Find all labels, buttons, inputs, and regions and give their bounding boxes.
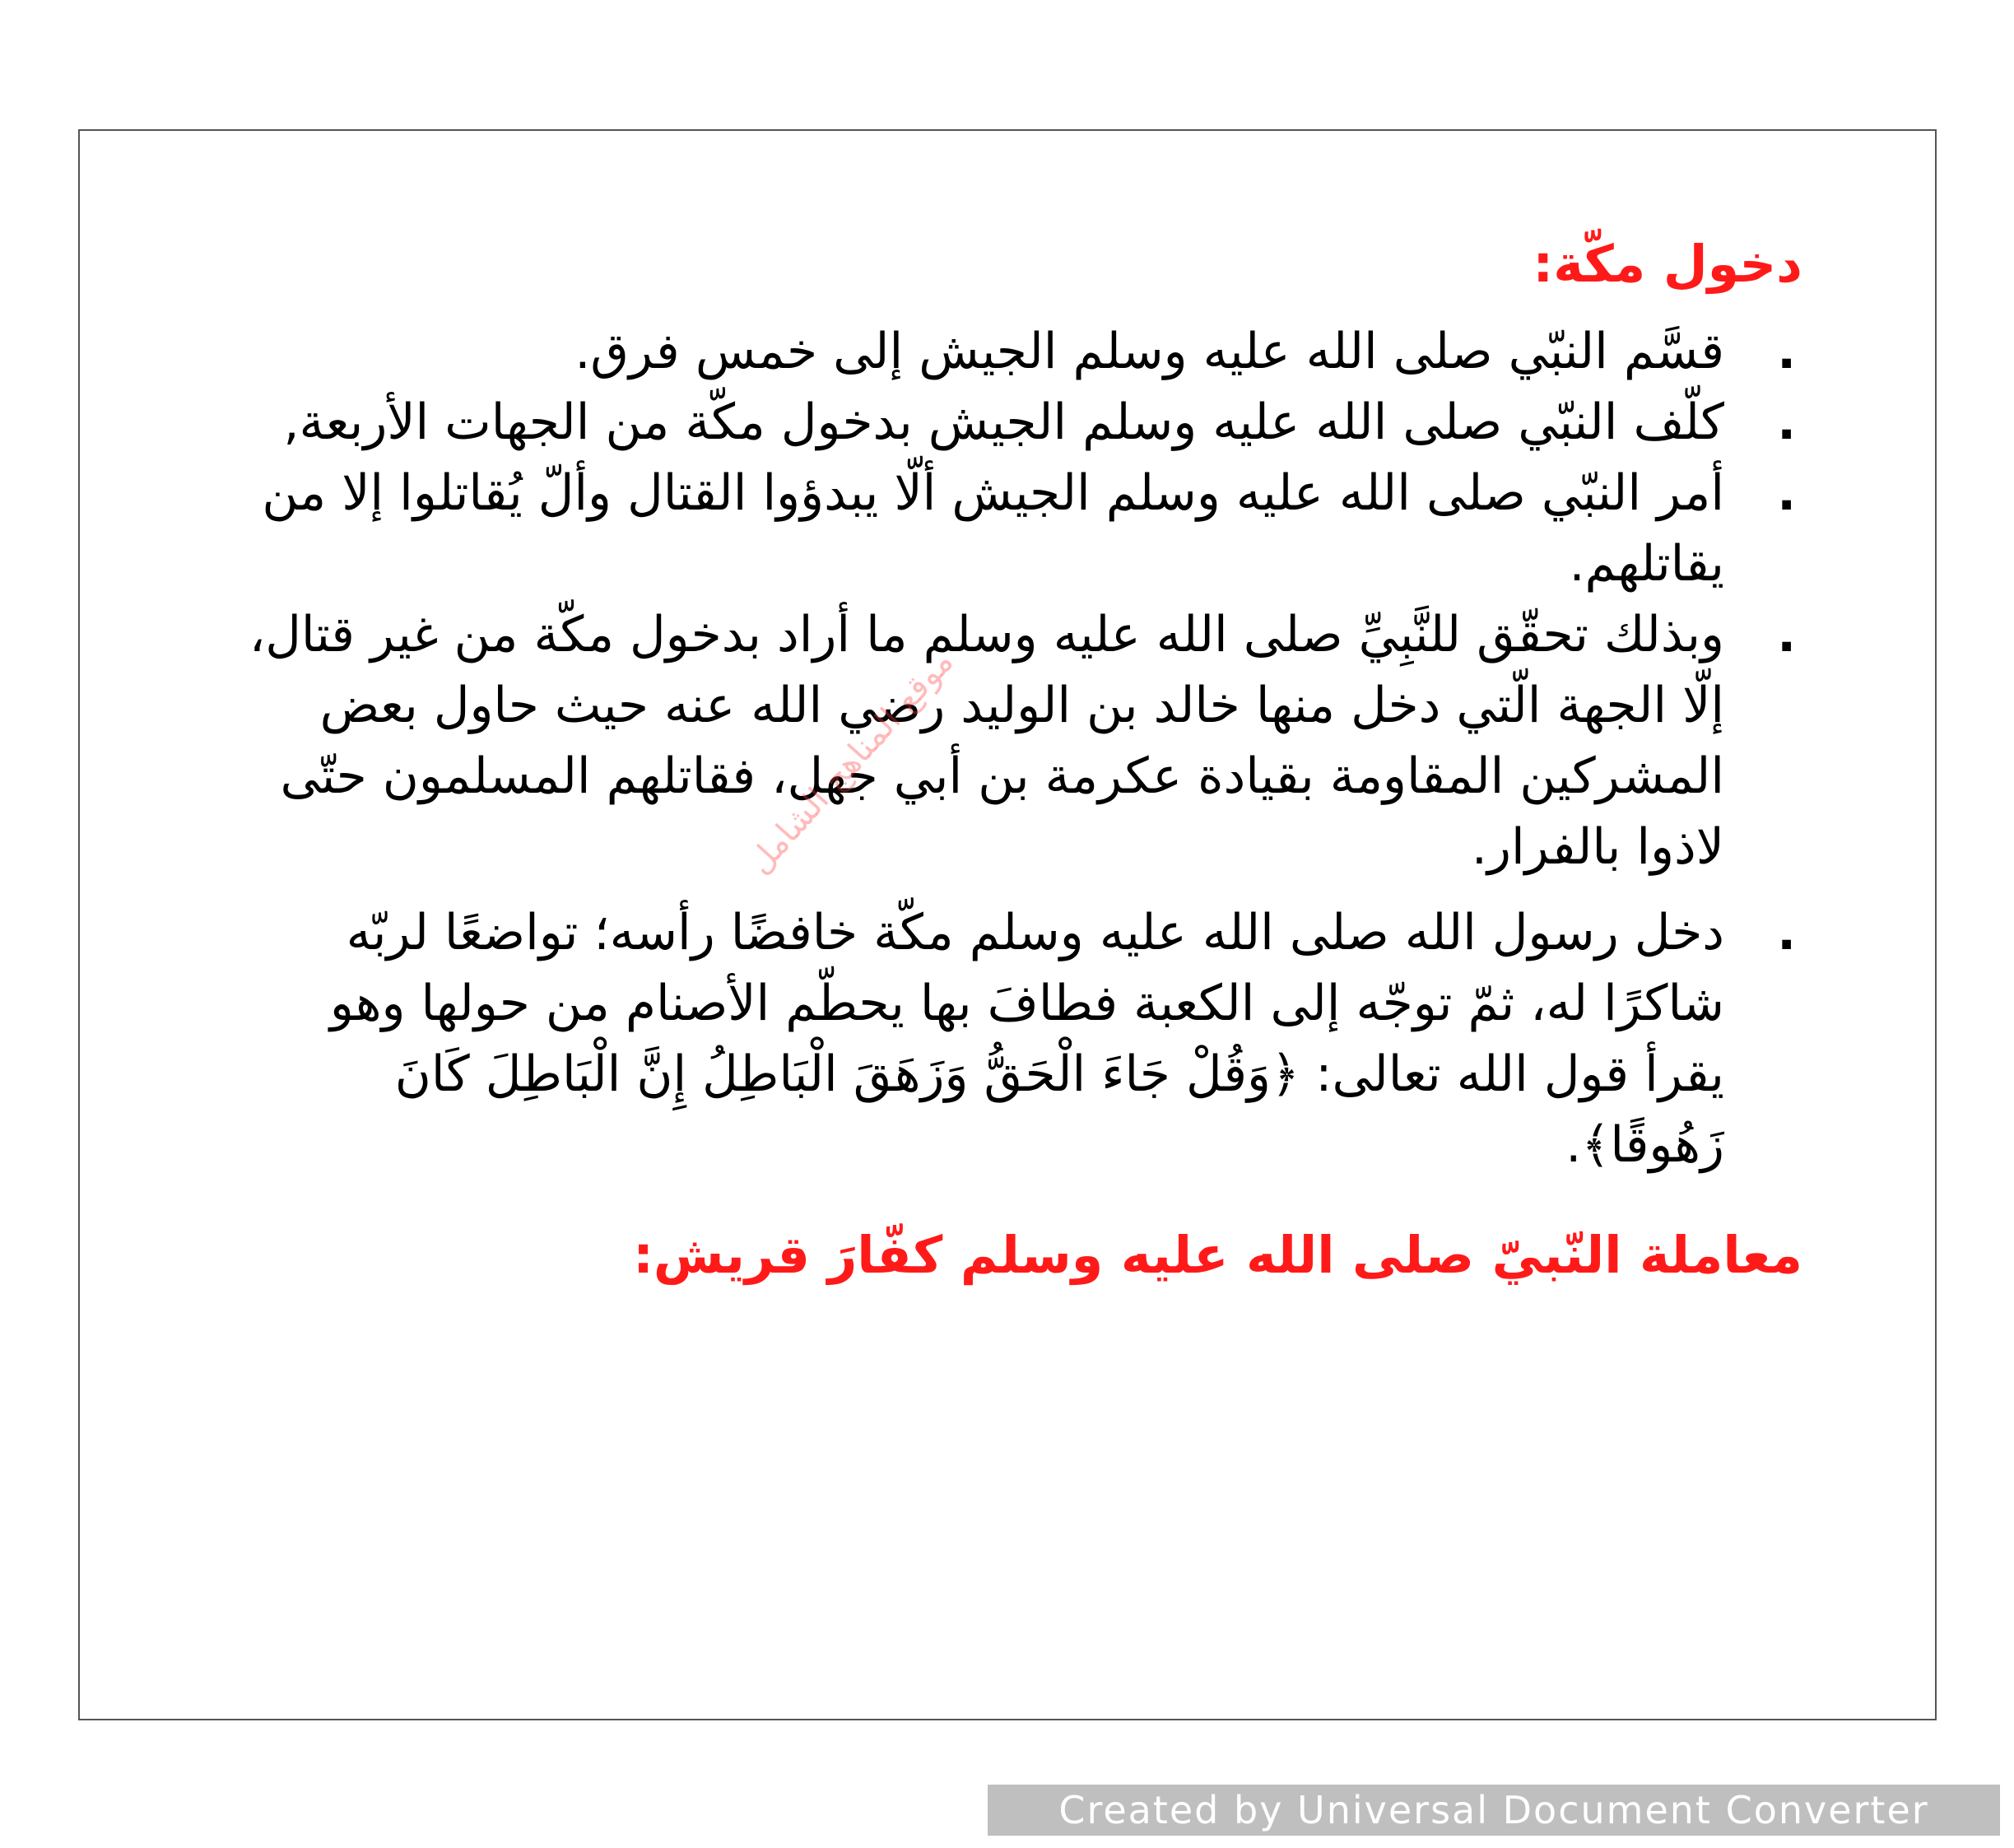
list-item-text: أمر النبّي صلى الله عليه وسلم الجيش ألّا يبدؤوا القتال وألّ يُقاتلوا إلا من يقاتلهم. [262, 464, 1724, 593]
bullet-marker: . [1777, 393, 1796, 451]
converter-footer-banner: Created by Universal Document Converter [988, 1785, 2000, 1836]
list-item-text: وبذلك تحقّق للنَّبِيِّ صلى الله عليه وسلم ما أراد بدخول مكّة من غير قتال، إلّا الجهة الّتي دخل منها خالد بن الوليد رضي الله عنه حيث حاول بعض المشركين المقاومة بقيادة عكرمة بن أبي جهل، فقاتلهم المسلمون حتّى لاذوا بالفرار. [249, 606, 1724, 876]
watermark-stamp: موقع المناهج الشامل [741, 643, 961, 882]
list-item-text: قسَّم النبّي صلى الله عليه وسلم الجيش إلى خمس فرق. [574, 323, 1724, 380]
list-item-text: دخل رسول الله صلى الله عليه وسلم مكّة خافضًا رأسه؛ تواضعًا لربّه شاكرًا له، ثمّ توجّه إلى الكعبة فطافَ بها يحطّم الأصنام من حولها وهو يقرأ قول الله تعالى: ﴿وَقُلْ جَاءَ الْحَقُّ وَزَهَقَ الْبَاطِلُ إِنَّ الْبَاطِلَ كَانَ زَهُوقًا﴾. [329, 904, 1724, 1174]
list-item [239, 387, 1802, 458]
list-item [239, 599, 1802, 882]
section-heading-entering-mecca: دخول مكّة: [1533, 234, 1802, 294]
bullet-marker: . [1777, 323, 1796, 380]
section-heading-treatment-of-quraysh: معاملة النّبيّ صلى الله عليه وسلم كفّارَ قريش: [633, 1225, 1802, 1285]
bullet-marker: . [1777, 904, 1796, 961]
list-item [239, 458, 1802, 599]
document-content [239, 230, 1802, 1289]
list-item [239, 897, 1802, 1180]
bullet-list [239, 316, 1802, 1180]
list-item [239, 316, 1802, 387]
list-item-text: كلّف النبّي صلى الله عليه وسلم الجيش بدخول مكّة من الجهات الأربعة, [283, 393, 1724, 451]
bullet-marker: . [1777, 606, 1796, 663]
bullet-marker: . [1777, 464, 1796, 522]
